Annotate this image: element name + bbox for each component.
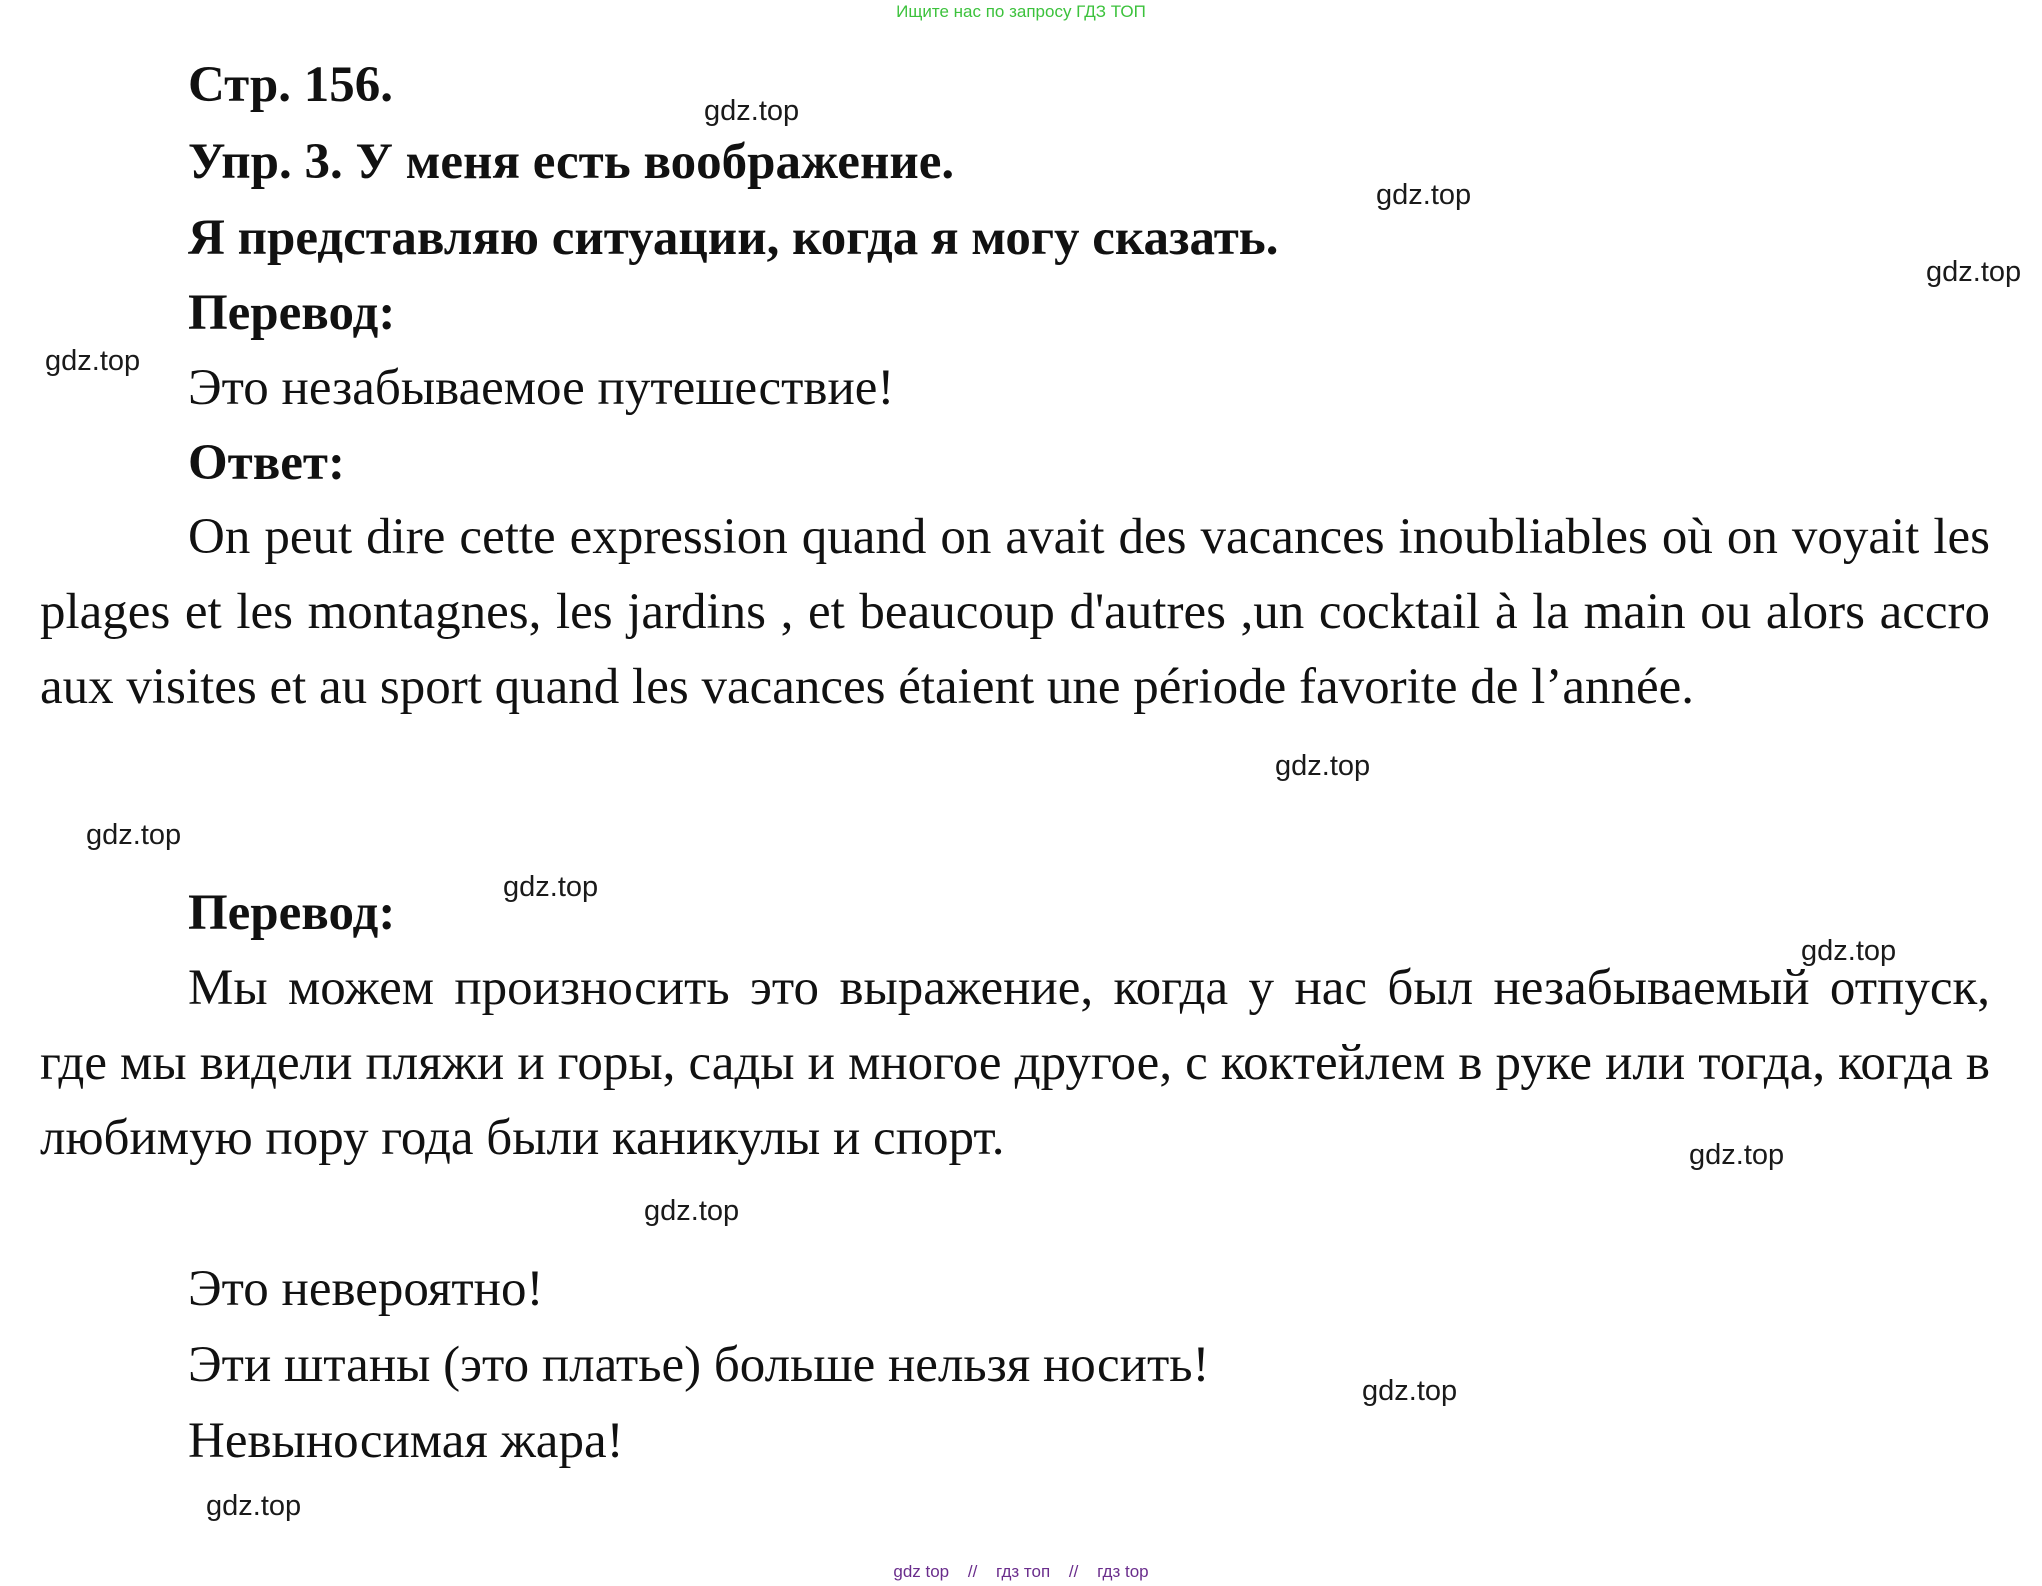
bottom-banner (0, 1562, 2042, 1582)
watermark: gdz.top (503, 871, 599, 903)
bottom-banner-item: gdz top (893, 1562, 950, 1581)
banner-separator: // (967, 1562, 978, 1581)
page-number: Стр. 156. (188, 57, 393, 113)
translated-phrase: Это незабываемое путешествие! (188, 360, 895, 416)
banner-separator: // (1068, 1562, 1079, 1581)
watermark: gdz.top (1926, 256, 2022, 288)
bottom-banner-item: гдз топ (996, 1562, 1051, 1581)
bottom-banner-item: гдз top (1097, 1562, 1149, 1581)
watermark: gdz.top (206, 1490, 302, 1522)
watermark: gdz.top (1275, 750, 1371, 782)
watermark: gdz.top (86, 819, 182, 851)
phrase-item: Это невероятно! (188, 1261, 544, 1317)
watermark: gdz.top (1689, 1139, 1785, 1171)
watermark: gdz.top (704, 95, 800, 127)
answer-heading: Ответ: (188, 435, 345, 491)
answer-translation: Мы можем произносить это выражение, когда у нас был незабываемый отпуск, где мы видели пляжи и горы, сады и многое другое, с коктейлем в руке или тогда, когда в любимую пору года были каникулы и спорт. (40, 960, 1990, 1166)
task-description: Я представляю ситуации, когда я могу сказать. (188, 210, 1279, 266)
watermark: gdz.top (45, 345, 141, 377)
exercise-title: Упр. 3. У меня есть воображение. (188, 134, 955, 190)
translation-heading-2: Перевод: (188, 885, 396, 941)
watermark: gdz.top (1801, 935, 1897, 967)
watermark: gdz.top (1362, 1375, 1458, 1407)
watermark: gdz.top (1376, 179, 1472, 211)
watermark: gdz.top (644, 1195, 740, 1227)
phrase-item: Невыносимая жара! (188, 1413, 624, 1469)
phrase-item: Эти штаны (это платье) больше нельзя носить! (188, 1337, 1210, 1393)
top-banner: Ищите нас по запросу ГДЗ ТОП (896, 2, 1146, 21)
translation-heading: Перевод: (188, 285, 396, 341)
answer-text: On peut dire cette expression quand on avait des vacances inoubliables où on voyait les plages et les montagnes, les jardins , et beaucoup d'autres ,un cocktail à la main ou alors accro aux visites et au sport quand les vacances étaient une période favorite de l’année. (40, 509, 1990, 715)
